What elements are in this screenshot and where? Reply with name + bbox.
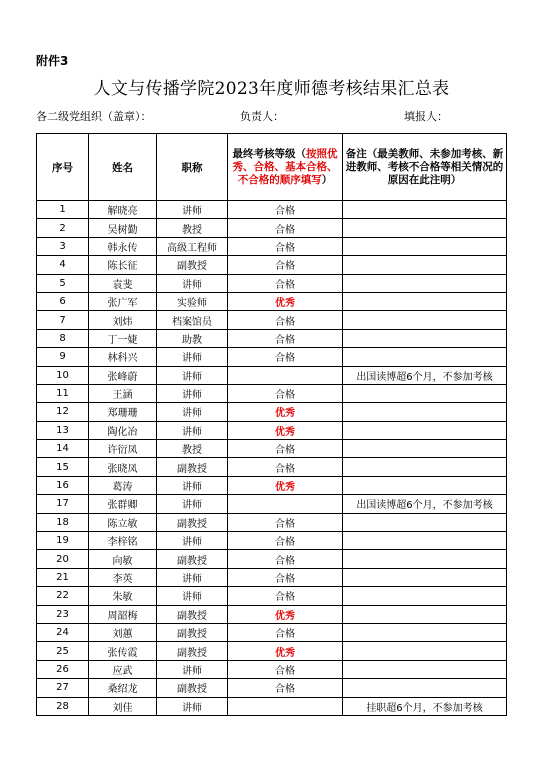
row-note: [343, 219, 507, 237]
table-row: [37, 642, 507, 660]
row-index: 26: [37, 660, 89, 678]
row-grade: 合格: [228, 384, 343, 402]
row-note: [343, 660, 507, 678]
row-title: 教授: [157, 440, 228, 458]
row-note: [343, 421, 507, 439]
row-grade: 合格: [228, 679, 343, 697]
row-title: 讲师: [157, 274, 228, 292]
row-grade: [228, 495, 343, 513]
row-index: 11: [37, 384, 89, 402]
row-grade: 合格: [228, 660, 343, 678]
header-index: 序号: [37, 134, 89, 201]
row-title: 讲师: [157, 476, 228, 494]
row-index: 1: [37, 201, 89, 219]
row-name: 周韶梅: [89, 605, 157, 623]
row-grade: 合格: [228, 237, 343, 255]
row-name: 朱敏: [89, 587, 157, 605]
row-note: [343, 403, 507, 421]
row-grade: 合格: [228, 219, 343, 237]
table-row: [37, 532, 507, 550]
row-name: 向敏: [89, 550, 157, 568]
row-title: 讲师: [157, 384, 228, 402]
header-grade-instruction: 按照优秀、合格、基本合格、不合格的顺序填写: [232, 147, 338, 186]
header-note: 备注（最美教师、未参加考核、新进教师、考核不合格等相关情况的原因在此注明）: [343, 134, 507, 201]
table-row: [37, 440, 507, 458]
row-note: [343, 440, 507, 458]
row-name: 张晓凤: [89, 458, 157, 476]
table-row: [37, 605, 507, 623]
table-row: [37, 219, 507, 237]
row-note: [343, 329, 507, 347]
row-title: 副教授: [157, 623, 228, 641]
row-title: 高级工程师: [157, 237, 228, 255]
row-grade: 合格: [228, 587, 343, 605]
row-name: 陈长征: [89, 256, 157, 274]
row-grade: 合格: [228, 329, 343, 347]
row-note: [343, 384, 507, 402]
row-index: 3: [37, 237, 89, 255]
row-title: 讲师: [157, 660, 228, 678]
row-name: 应武: [89, 660, 157, 678]
row-index: 10: [37, 366, 89, 384]
row-title: 实验师: [157, 292, 228, 310]
row-grade: 优秀: [228, 605, 343, 623]
table-row: [37, 476, 507, 494]
row-note: 出国读博超6个月，不参加考核: [343, 495, 507, 513]
row-grade: 合格: [228, 311, 343, 329]
row-index: 16: [37, 476, 89, 494]
row-index: 6: [37, 292, 89, 310]
table-row: [37, 237, 507, 255]
table-row: [37, 550, 507, 568]
filler-label: 填报人：: [404, 110, 448, 123]
row-grade: 合格: [228, 568, 343, 586]
header-grade: [228, 134, 343, 201]
row-name: 刘蕙: [89, 623, 157, 641]
row-title: 讲师: [157, 568, 228, 586]
row-index: 23: [37, 605, 89, 623]
row-grade: 合格: [228, 274, 343, 292]
row-title: 讲师: [157, 201, 228, 219]
row-index: 18: [37, 513, 89, 531]
row-title: 副教授: [157, 605, 228, 623]
row-title: 讲师: [157, 403, 228, 421]
row-title: 档案馆员: [157, 311, 228, 329]
row-grade: [228, 366, 343, 384]
row-grade: 优秀: [228, 292, 343, 310]
table-row: [37, 366, 507, 384]
row-name: 张峰蔚: [89, 366, 157, 384]
row-grade: 优秀: [228, 642, 343, 660]
row-note: 出国读博超6个月，不参加考核: [343, 366, 507, 384]
table-row: [37, 458, 507, 476]
row-index: 28: [37, 697, 89, 715]
row-title: 讲师: [157, 421, 228, 439]
row-index: 20: [37, 550, 89, 568]
row-name: 刘佳: [89, 697, 157, 715]
row-index: 21: [37, 568, 89, 586]
row-note: [343, 623, 507, 641]
row-grade: 合格: [228, 532, 343, 550]
row-note: [343, 274, 507, 292]
row-note: [343, 513, 507, 531]
header-title: 职称: [157, 134, 228, 201]
row-index: 9: [37, 348, 89, 366]
row-index: 15: [37, 458, 89, 476]
row-name: 刘炜: [89, 311, 157, 329]
row-name: 王涵: [89, 384, 157, 402]
row-note: [343, 256, 507, 274]
table-row: [37, 660, 507, 678]
row-grade: 合格: [228, 513, 343, 531]
row-title: 讲师: [157, 532, 228, 550]
row-index: 17: [37, 495, 89, 513]
document-title: 人文与传播学院2023年度师德考核结果汇总表: [93, 79, 450, 99]
row-grade: 合格: [228, 256, 343, 274]
table-row: [37, 513, 507, 531]
row-name: 郑珊珊: [89, 403, 157, 421]
row-index: 24: [37, 623, 89, 641]
row-title: 副教授: [157, 550, 228, 568]
row-note: [343, 237, 507, 255]
row-grade: [228, 697, 343, 715]
row-name: 韩永传: [89, 237, 157, 255]
table-row: [37, 403, 507, 421]
row-grade: 合格: [228, 623, 343, 641]
table-row: [37, 421, 507, 439]
org-label: 各二级党组织（盖章）：: [36, 110, 152, 123]
row-note: [343, 532, 507, 550]
row-name: 张群卿: [89, 495, 157, 513]
row-name: 李梓铭: [89, 532, 157, 550]
row-index: 12: [37, 403, 89, 421]
row-note: [343, 550, 507, 568]
row-title: 教授: [157, 219, 228, 237]
row-name: 葛涛: [89, 476, 157, 494]
row-index: 14: [37, 440, 89, 458]
table-row: [37, 256, 507, 274]
row-title: 副教授: [157, 679, 228, 697]
header-name: 姓名: [89, 134, 157, 201]
row-title: 讲师: [157, 348, 228, 366]
row-grade: 合格: [228, 440, 343, 458]
row-title: 副教授: [157, 642, 228, 660]
row-index: 7: [37, 311, 89, 329]
row-index: 27: [37, 679, 89, 697]
row-index: 4: [37, 256, 89, 274]
row-name: 丁一婕: [89, 329, 157, 347]
row-index: 8: [37, 329, 89, 347]
row-note: [343, 642, 507, 660]
row-grade: 合格: [228, 550, 343, 568]
table-row: [37, 329, 507, 347]
row-name: 袁斐: [89, 274, 157, 292]
row-name: 桑绍龙: [89, 679, 157, 697]
table-row: [37, 384, 507, 402]
row-note: [343, 311, 507, 329]
row-index: 13: [37, 421, 89, 439]
row-name: 林科兴: [89, 348, 157, 366]
table-row: [37, 568, 507, 586]
row-name: 解晓亮: [89, 201, 157, 219]
table-row: [37, 201, 507, 219]
row-note: [343, 605, 507, 623]
head-label: 负责人：: [240, 110, 284, 123]
row-grade: 合格: [228, 458, 343, 476]
table-row: [37, 623, 507, 641]
row-title: 讲师: [157, 587, 228, 605]
row-title: 讲师: [157, 366, 228, 384]
row-title: 助教: [157, 329, 228, 347]
table-row: [37, 495, 507, 513]
row-note: [343, 476, 507, 494]
row-note: [343, 292, 507, 310]
table-row: [37, 311, 507, 329]
header-row: [37, 134, 507, 201]
table-row: [37, 697, 507, 715]
table-row: [37, 348, 507, 366]
row-index: 22: [37, 587, 89, 605]
table-row: [37, 587, 507, 605]
table-row: [37, 292, 507, 310]
row-name: 许衍凤: [89, 440, 157, 458]
row-title: 副教授: [157, 256, 228, 274]
table-row: [37, 274, 507, 292]
row-index: 25: [37, 642, 89, 660]
row-index: 5: [37, 274, 89, 292]
row-title: 讲师: [157, 697, 228, 715]
row-grade: 合格: [228, 201, 343, 219]
row-name: 李英: [89, 568, 157, 586]
row-name: 张传霞: [89, 642, 157, 660]
row-note: [343, 679, 507, 697]
row-note: [343, 458, 507, 476]
row-grade: 优秀: [228, 403, 343, 421]
row-name: 陈立敏: [89, 513, 157, 531]
row-note: [343, 348, 507, 366]
row-title: 讲师: [157, 495, 228, 513]
header-grade-suffix: ）: [321, 173, 333, 186]
row-name: 张广军: [89, 292, 157, 310]
results-table: [36, 133, 507, 716]
row-note: [343, 587, 507, 605]
header-grade-prefix: 最终考核等级（: [232, 147, 306, 160]
attachment-label: 附件3: [36, 54, 69, 68]
row-note: [343, 201, 507, 219]
row-name: 吴树勤: [89, 219, 157, 237]
row-grade: 优秀: [228, 421, 343, 439]
table-row: [37, 679, 507, 697]
row-title: 副教授: [157, 513, 228, 531]
row-note: 挂职超6个月，不参加考核: [343, 697, 507, 715]
row-grade: 优秀: [228, 476, 343, 494]
table-body: [37, 201, 507, 716]
row-index: 19: [37, 532, 89, 550]
row-title: 副教授: [157, 458, 228, 476]
row-name: 陶化冶: [89, 421, 157, 439]
row-grade: 合格: [228, 348, 343, 366]
row-index: 2: [37, 219, 89, 237]
row-note: [343, 568, 507, 586]
